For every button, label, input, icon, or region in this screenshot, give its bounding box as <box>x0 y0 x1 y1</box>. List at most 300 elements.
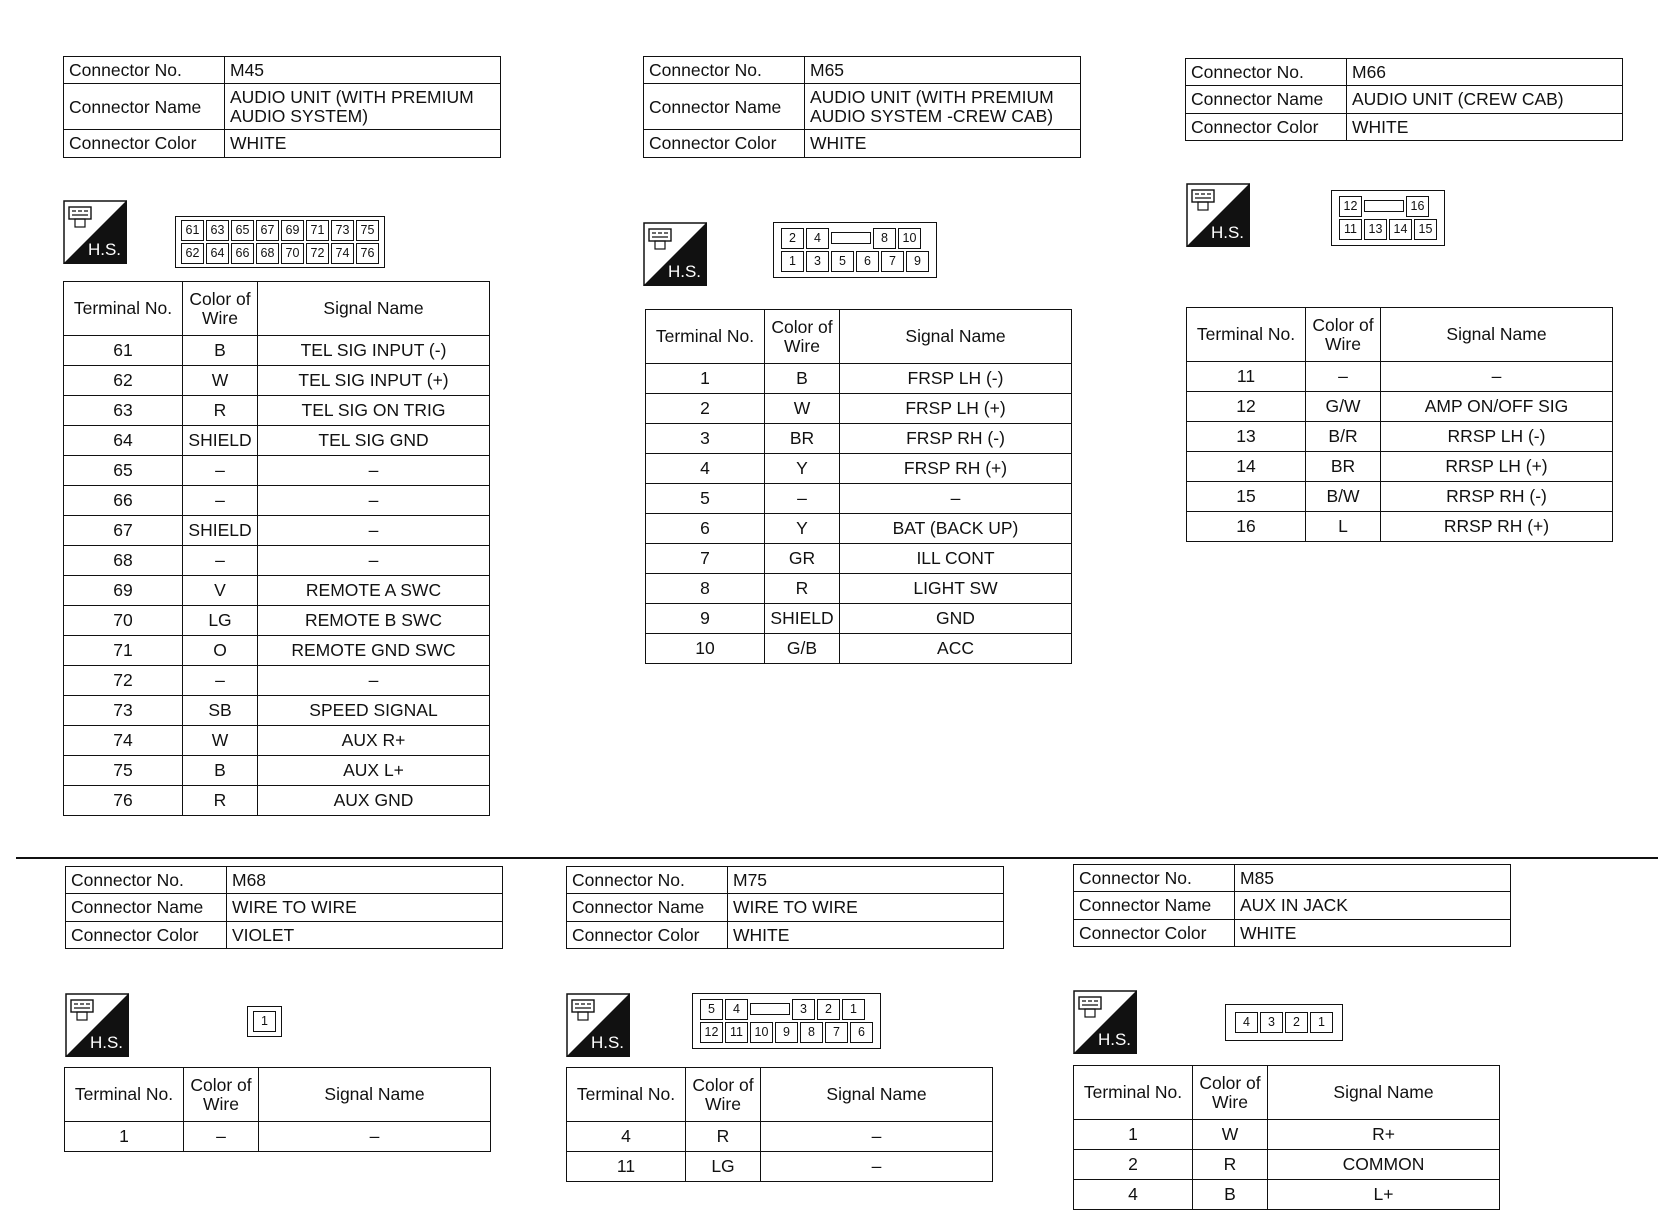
terminal-no-cell: 4 <box>646 454 765 484</box>
connector-pin: 1 <box>253 1011 276 1032</box>
connector-block-m65 <box>643 56 1081 158</box>
connector-name-value: AUDIO UNIT (CREW CAB) <box>1347 86 1623 113</box>
wire-color-cell: W <box>183 726 258 756</box>
connector-color-value: WHITE <box>225 130 501 157</box>
terminal-no-cell: 2 <box>646 394 765 424</box>
signal-name-cell: FRSP LH (+) <box>840 394 1072 424</box>
signal-name-header: Signal Name <box>1381 308 1613 362</box>
connector-name-label: Connector Name <box>644 84 805 130</box>
wire-color-cell: R <box>183 786 258 816</box>
connector-pin: 71 <box>306 220 329 241</box>
signal-name-cell: – <box>761 1152 993 1182</box>
connector-pin: 63 <box>206 220 229 241</box>
pin-row-top <box>780 227 930 250</box>
terminal-no-cell: 61 <box>64 336 183 366</box>
connector-pin: 65 <box>231 220 254 241</box>
table-row <box>64 516 490 546</box>
connector-pin: 62 <box>181 243 204 264</box>
terminal-no-cell: 4 <box>1074 1180 1193 1210</box>
wire-color-cell: G/B <box>765 634 840 664</box>
wire-color-cell: – <box>183 546 258 576</box>
connector-color-value: VIOLET <box>227 921 503 948</box>
terminal-no-cell: 72 <box>64 666 183 696</box>
connector-block-m45 <box>63 56 501 158</box>
wire-color-cell: – <box>183 456 258 486</box>
wire-color-header: Color of Wire <box>1193 1066 1268 1120</box>
connector-pin: 66 <box>231 243 254 264</box>
connector-no-value: M65 <box>805 57 1081 84</box>
signal-name-cell: – <box>1381 362 1613 392</box>
table-row <box>64 546 490 576</box>
signal-name-cell: COMMON <box>1268 1150 1500 1180</box>
connector-color-label: Connector Color <box>1186 113 1347 140</box>
terminal-no-cell: 4 <box>567 1122 686 1152</box>
wire-color-cell: GR <box>765 544 840 574</box>
table-row <box>1187 452 1613 482</box>
signal-name-cell: AUX GND <box>258 786 490 816</box>
wire-color-cell: SHIELD <box>183 516 258 546</box>
terminal-no-cell: 75 <box>64 756 183 786</box>
wire-color-header: Color of Wire <box>686 1068 761 1122</box>
harness-side-icon <box>643 222 707 286</box>
terminal-table <box>566 1067 993 1182</box>
signal-name-cell: FRSP RH (+) <box>840 454 1072 484</box>
signal-name-cell: – <box>840 484 1072 514</box>
connector-name-label: Connector Name <box>567 894 728 921</box>
table-row <box>646 484 1072 514</box>
signal-name-cell: – <box>258 666 490 696</box>
connector-face-diagram <box>773 222 937 278</box>
connector-color-value: WHITE <box>805 130 1081 157</box>
harness-side-icon <box>566 993 630 1057</box>
terminal-no-cell: 1 <box>65 1122 184 1152</box>
connector-block-m66 <box>1185 58 1623 141</box>
connector-pin: 10 <box>750 1022 773 1043</box>
signal-name-cell: L+ <box>1268 1180 1500 1210</box>
table-row <box>646 574 1072 604</box>
connector-info-table <box>1073 864 1511 947</box>
table-row <box>64 666 490 696</box>
signal-name-header: Signal Name <box>840 310 1072 364</box>
signal-name-cell: – <box>761 1122 993 1152</box>
table-row <box>1074 1150 1500 1180</box>
signal-name-cell: REMOTE B SWC <box>258 606 490 636</box>
connector-info-table <box>643 56 1081 158</box>
signal-name-cell: ACC <box>840 634 1072 664</box>
connector-pin: 69 <box>281 220 304 241</box>
connector-pin: 14 <box>1389 219 1412 240</box>
connector-info-table <box>63 56 501 158</box>
terminal-no-cell: 76 <box>64 786 183 816</box>
terminal-no-cell: 1 <box>1074 1120 1193 1150</box>
wire-color-cell: R <box>686 1122 761 1152</box>
wire-color-header: Color of Wire <box>765 310 840 364</box>
wire-color-cell: – <box>183 486 258 516</box>
hs-badge-label: H.S. <box>667 262 701 281</box>
terminal-no-cell: 69 <box>64 576 183 606</box>
table-row <box>646 394 1072 424</box>
terminal-no-cell: 14 <box>1187 452 1306 482</box>
connector-pin: 4 <box>806 228 829 249</box>
wire-color-cell: BR <box>765 424 840 454</box>
terminal-no-header: Terminal No. <box>646 310 765 364</box>
pin-row-top <box>699 998 874 1021</box>
connector-pin: 12 <box>1339 196 1362 217</box>
terminal-table-wrap <box>566 1067 993 1182</box>
connector-key-slot <box>1364 200 1404 212</box>
terminal-no-header: Terminal No. <box>567 1068 686 1122</box>
connector-block-m68 <box>65 866 503 949</box>
wire-color-cell: R <box>765 574 840 604</box>
connector-pin: 16 <box>1406 196 1429 217</box>
signal-name-cell: RRSP LH (+) <box>1381 452 1613 482</box>
connector-name-label: Connector Name <box>1186 86 1347 113</box>
wire-color-cell: LG <box>686 1152 761 1182</box>
pin-row-top <box>1234 1011 1334 1034</box>
connector-pin: 9 <box>775 1022 798 1043</box>
terminal-no-cell: 64 <box>64 426 183 456</box>
connector-pin: 3 <box>1260 1012 1283 1033</box>
connector-pin: 5 <box>700 999 723 1020</box>
connector-color-label: Connector Color <box>644 130 805 157</box>
connector-face-diagram <box>1225 1004 1343 1041</box>
terminal-no-cell: 74 <box>64 726 183 756</box>
terminal-no-cell: 11 <box>567 1152 686 1182</box>
connector-pin: 12 <box>700 1022 723 1043</box>
table-row <box>64 336 490 366</box>
table-row <box>65 1122 491 1152</box>
connector-pin: 5 <box>831 251 854 272</box>
table-row <box>646 544 1072 574</box>
connector-name-value: AUDIO UNIT (WITH PREMIUM AUDIO SYSTEM) <box>225 84 501 130</box>
connector-name-value: AUX IN JACK <box>1235 892 1511 919</box>
signal-name-cell: – <box>259 1122 491 1152</box>
signal-name-cell: FRSP RH (-) <box>840 424 1072 454</box>
connector-pin: 15 <box>1414 219 1437 240</box>
connector-no-label: Connector No. <box>1186 59 1347 86</box>
signal-name-cell: TEL SIG ON TRIG <box>258 396 490 426</box>
signal-name-cell: – <box>258 456 490 486</box>
connector-pin: 76 <box>356 243 379 264</box>
table-row <box>64 396 490 426</box>
connector-name-value: AUDIO UNIT (WITH PREMIUM AUDIO SYSTEM -CREW CAB) <box>805 84 1081 130</box>
table-row <box>1187 512 1613 542</box>
signal-name-cell: REMOTE GND SWC <box>258 636 490 666</box>
wire-color-cell: B <box>183 336 258 366</box>
connector-pin: 73 <box>331 220 354 241</box>
connector-pin: 64 <box>206 243 229 264</box>
wire-color-cell: B/R <box>1306 422 1381 452</box>
wire-color-header: Color of Wire <box>1306 308 1381 362</box>
pin-row-bottom <box>699 1021 874 1044</box>
connector-color-label: Connector Color <box>567 921 728 948</box>
wire-color-cell: Y <box>765 514 840 544</box>
connector-pin: 13 <box>1364 219 1387 240</box>
signal-name-header: Signal Name <box>258 282 490 336</box>
terminal-table-wrap <box>645 309 1072 664</box>
wire-color-cell: – <box>183 666 258 696</box>
harness-side-icon <box>65 993 129 1057</box>
table-row <box>1187 362 1613 392</box>
table-row <box>1187 422 1613 452</box>
connector-pin: 8 <box>873 228 896 249</box>
signal-name-header: Signal Name <box>259 1068 491 1122</box>
terminal-table-wrap <box>64 1067 491 1152</box>
pin-row-top <box>1338 195 1438 218</box>
connector-info-table <box>65 866 503 949</box>
harness-side-icon <box>63 200 127 264</box>
table-row <box>1187 482 1613 512</box>
terminal-table-wrap <box>1186 307 1613 542</box>
connector-no-label: Connector No. <box>567 867 728 894</box>
terminal-no-header: Terminal No. <box>1187 308 1306 362</box>
terminal-table <box>64 1067 491 1152</box>
terminal-no-cell: 3 <box>646 424 765 454</box>
table-row <box>64 426 490 456</box>
signal-name-cell: SPEED SIGNAL <box>258 696 490 726</box>
table-row <box>64 696 490 726</box>
terminal-no-cell: 10 <box>646 634 765 664</box>
connector-name-value: WIRE TO WIRE <box>728 894 1004 921</box>
connector-block-m75 <box>566 866 1004 949</box>
hs-badge-label: H.S. <box>1097 1030 1131 1049</box>
signal-name-cell: REMOTE A SWC <box>258 576 490 606</box>
connector-pin: 4 <box>725 999 748 1020</box>
connector-pin: 1 <box>781 251 804 272</box>
terminal-table <box>63 281 490 816</box>
terminal-no-header: Terminal No. <box>65 1068 184 1122</box>
table-row <box>64 726 490 756</box>
table-row <box>646 604 1072 634</box>
connector-name-value: WIRE TO WIRE <box>227 894 503 921</box>
wire-color-cell: V <box>183 576 258 606</box>
connector-color-value: WHITE <box>728 921 1004 948</box>
wire-color-cell: R <box>183 396 258 426</box>
harness-side-icon <box>1186 183 1250 247</box>
connector-no-label: Connector No. <box>644 57 805 84</box>
connector-key-slot <box>750 1003 790 1015</box>
terminal-no-cell: 71 <box>64 636 183 666</box>
connector-pin: 3 <box>792 999 815 1020</box>
signal-name-cell: RRSP RH (-) <box>1381 482 1613 512</box>
terminal-no-cell: 67 <box>64 516 183 546</box>
terminal-no-cell: 7 <box>646 544 765 574</box>
wire-color-cell: W <box>765 394 840 424</box>
connector-face-diagram <box>247 1006 282 1037</box>
connector-pin: 11 <box>725 1022 748 1043</box>
signal-name-cell: LIGHT SW <box>840 574 1072 604</box>
table-row <box>646 514 1072 544</box>
wire-color-cell: Y <box>765 454 840 484</box>
wire-color-cell: SB <box>183 696 258 726</box>
terminal-no-cell: 6 <box>646 514 765 544</box>
terminal-table <box>645 309 1072 664</box>
wire-color-cell: R <box>1193 1150 1268 1180</box>
connector-pin: 1 <box>1310 1012 1333 1033</box>
terminal-no-cell: 9 <box>646 604 765 634</box>
signal-name-cell: AMP ON/OFF SIG <box>1381 392 1613 422</box>
signal-name-cell: – <box>258 546 490 576</box>
connector-no-value: M45 <box>225 57 501 84</box>
table-row <box>646 364 1072 394</box>
wire-color-cell: O <box>183 636 258 666</box>
connector-pin: 11 <box>1339 219 1362 240</box>
connector-color-label: Connector Color <box>66 921 227 948</box>
terminal-no-header: Terminal No. <box>1074 1066 1193 1120</box>
connector-pin: 8 <box>800 1022 823 1043</box>
harness-side-icon <box>1073 990 1137 1054</box>
terminal-no-cell: 15 <box>1187 482 1306 512</box>
connector-pin: 1 <box>842 999 865 1020</box>
wire-color-cell: B <box>1193 1180 1268 1210</box>
hs-badge-label: H.S. <box>89 1033 123 1052</box>
pin-row-top <box>252 1010 277 1033</box>
connector-pin: 2 <box>1285 1012 1308 1033</box>
table-row <box>64 576 490 606</box>
terminal-no-cell: 63 <box>64 396 183 426</box>
connector-color-label: Connector Color <box>1074 919 1235 946</box>
connector-info-table <box>1185 58 1623 141</box>
connector-pin: 9 <box>906 251 929 272</box>
terminal-no-cell: 68 <box>64 546 183 576</box>
terminal-no-cell: 5 <box>646 484 765 514</box>
connector-pin: 68 <box>256 243 279 264</box>
connector-pin: 67 <box>256 220 279 241</box>
signal-name-cell: ILL CONT <box>840 544 1072 574</box>
terminal-no-cell: 70 <box>64 606 183 636</box>
table-row <box>64 636 490 666</box>
table-row <box>567 1122 993 1152</box>
wire-color-cell: LG <box>183 606 258 636</box>
connector-no-label: Connector No. <box>1074 865 1235 892</box>
connector-pin: 2 <box>817 999 840 1020</box>
terminal-no-cell: 62 <box>64 366 183 396</box>
signal-name-cell: AUX L+ <box>258 756 490 786</box>
connector-color-label: Connector Color <box>64 130 225 157</box>
terminal-table-wrap <box>63 281 490 816</box>
connector-name-label: Connector Name <box>66 894 227 921</box>
wire-color-cell: L <box>1306 512 1381 542</box>
terminal-table <box>1073 1065 1500 1210</box>
connector-color-value: WHITE <box>1235 919 1511 946</box>
pin-row-bottom <box>780 250 930 273</box>
connector-info-table <box>566 866 1004 949</box>
terminal-no-cell: 2 <box>1074 1150 1193 1180</box>
connector-color-value: WHITE <box>1347 113 1623 140</box>
terminal-table <box>1186 307 1613 542</box>
wire-color-cell: B/W <box>1306 482 1381 512</box>
terminal-no-cell: 12 <box>1187 392 1306 422</box>
wire-color-header: Color of Wire <box>183 282 258 336</box>
hs-badge-label: H.S. <box>87 240 121 259</box>
connector-face-diagram <box>692 993 881 1049</box>
connector-pin: 75 <box>356 220 379 241</box>
connector-pin: 70 <box>281 243 304 264</box>
connector-pin: 10 <box>898 228 921 249</box>
pin-row-bottom <box>1338 218 1438 241</box>
table-row <box>646 454 1072 484</box>
connector-pin: 74 <box>331 243 354 264</box>
connector-name-label: Connector Name <box>64 84 225 130</box>
connector-no-value: M68 <box>227 867 503 894</box>
wire-color-cell: BR <box>1306 452 1381 482</box>
table-row <box>1074 1180 1500 1210</box>
connector-pin: 6 <box>850 1022 873 1043</box>
connector-pin: 7 <box>825 1022 848 1043</box>
terminal-no-cell: 1 <box>646 364 765 394</box>
table-row <box>64 456 490 486</box>
connector-no-value: M75 <box>728 867 1004 894</box>
wire-color-cell: – <box>765 484 840 514</box>
connector-no-label: Connector No. <box>64 57 225 84</box>
wire-color-cell: G/W <box>1306 392 1381 422</box>
wire-color-cell: B <box>765 364 840 394</box>
wire-color-header: Color of Wire <box>184 1068 259 1122</box>
signal-name-cell: BAT (BACK UP) <box>840 514 1072 544</box>
connector-no-label: Connector No. <box>66 867 227 894</box>
signal-name-cell: RRSP RH (+) <box>1381 512 1613 542</box>
table-row <box>1187 392 1613 422</box>
connector-pin: 6 <box>856 251 879 272</box>
terminal-table-wrap <box>1073 1065 1500 1210</box>
terminal-no-cell: 66 <box>64 486 183 516</box>
terminal-no-cell: 11 <box>1187 362 1306 392</box>
connector-name-label: Connector Name <box>1074 892 1235 919</box>
wire-color-cell: – <box>1306 362 1381 392</box>
table-row <box>646 634 1072 664</box>
section-divider <box>16 857 1658 859</box>
connector-no-value: M85 <box>1235 865 1511 892</box>
table-row <box>64 786 490 816</box>
signal-name-cell: TEL SIG GND <box>258 426 490 456</box>
signal-name-cell: AUX R+ <box>258 726 490 756</box>
wire-color-cell: – <box>184 1122 259 1152</box>
table-row <box>567 1152 993 1182</box>
connector-pin: 61 <box>181 220 204 241</box>
hs-badge-label: H.S. <box>590 1033 624 1052</box>
connector-pin: 7 <box>881 251 904 272</box>
signal-name-cell: TEL SIG INPUT (-) <box>258 336 490 366</box>
terminal-no-cell: 73 <box>64 696 183 726</box>
pin-row-bottom <box>180 242 380 265</box>
terminal-no-cell: 13 <box>1187 422 1306 452</box>
signal-name-cell: TEL SIG INPUT (+) <box>258 366 490 396</box>
connector-no-value: M66 <box>1347 59 1623 86</box>
signal-name-cell: RRSP LH (-) <box>1381 422 1613 452</box>
wire-color-cell: SHIELD <box>765 604 840 634</box>
table-row <box>64 366 490 396</box>
wire-color-cell: SHIELD <box>183 426 258 456</box>
table-row <box>1074 1120 1500 1150</box>
connector-face-diagram <box>1331 190 1445 246</box>
signal-name-cell: – <box>258 486 490 516</box>
table-row <box>64 756 490 786</box>
table-row <box>64 606 490 636</box>
connector-block-m85 <box>1073 864 1511 947</box>
signal-name-cell: GND <box>840 604 1072 634</box>
signal-name-cell: R+ <box>1268 1120 1500 1150</box>
table-row <box>64 486 490 516</box>
signal-name-header: Signal Name <box>1268 1066 1500 1120</box>
hs-badge-label: H.S. <box>1210 223 1244 242</box>
connector-key-slot <box>831 232 871 244</box>
terminal-no-header: Terminal No. <box>64 282 183 336</box>
signal-name-header: Signal Name <box>761 1068 993 1122</box>
connector-pin: 72 <box>306 243 329 264</box>
terminal-no-cell: 65 <box>64 456 183 486</box>
connector-pin: 3 <box>806 251 829 272</box>
connector-pin: 2 <box>781 228 804 249</box>
